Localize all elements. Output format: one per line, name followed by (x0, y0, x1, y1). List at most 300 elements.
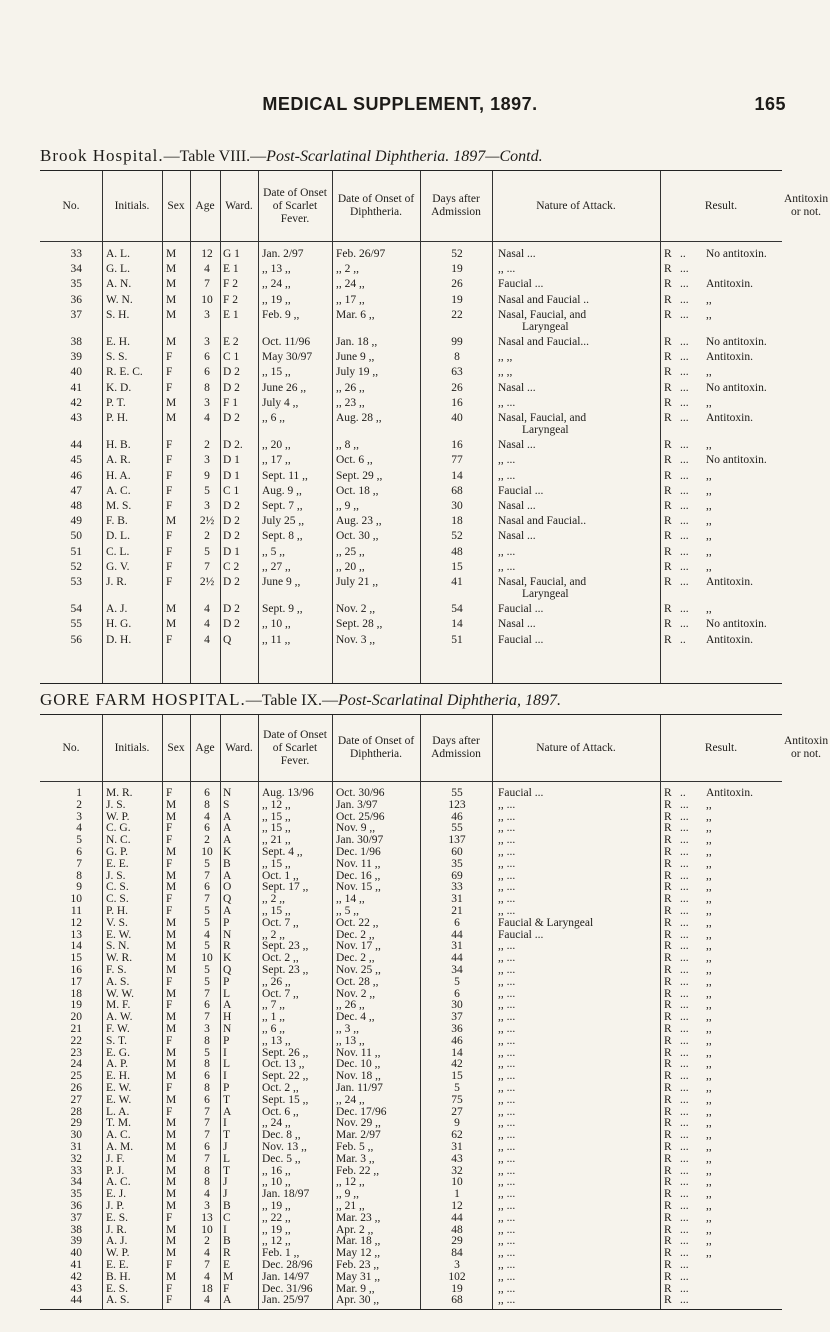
table8-cell-result-mark: ... (680, 603, 689, 616)
table9-cell-ward: P (223, 916, 230, 929)
table-8-title: Post-Scarlatinal Diphtheria. 1897—Contd. (266, 148, 543, 165)
table9-cell-scarlet-onset: Dec. 31/96 (262, 1282, 313, 1295)
table8-cell-result-mark: ... (680, 308, 689, 321)
table9-cell-nature-of-attack: ,, ... (498, 987, 516, 1000)
table8-cell-diphtheria-onset: Sept. 29 ,, (336, 469, 383, 482)
table8-cell-nature-of-attack: Nasal, Faucial, and (498, 576, 587, 588)
table9-cell-antitoxin: ,, (706, 1235, 712, 1248)
table8-cell-antitoxin: Antitoxin. (706, 351, 753, 364)
table8-row (40, 546, 782, 559)
table9-cell-no: 2 (76, 798, 82, 811)
table8-cell-age: 4 (204, 633, 210, 646)
table9-cell-result-mark: ... (680, 1282, 689, 1295)
table8-cell-age: 3 (204, 500, 210, 512)
table9-cell-nature-of-attack: ,, ... (498, 1117, 516, 1130)
table8-cell-days-after-admission: 14 (451, 469, 463, 482)
table8-cell-no: 51 (70, 545, 82, 558)
table9-cell-diphtheria-onset: Mar. 2/97 (336, 1129, 381, 1142)
table9-cell-days-after-admission: 123 (448, 798, 466, 811)
table9-cell-nature-of-attack: ,, ... (498, 822, 516, 835)
table9-cell-age: 4 (204, 810, 210, 823)
table9-cell-scarlet-onset: ,, 15 ,, (262, 822, 291, 835)
table8-cell-scarlet-onset: Sept. 9 ,, (262, 603, 303, 616)
table9-cell-nature-of-attack: ,, ... (498, 1129, 516, 1142)
table9-cell-result-mark: .. (680, 787, 686, 799)
table9-cell-sex: F (166, 1211, 173, 1224)
table8-cell-scarlet-onset: ,, 27 ,, (262, 560, 291, 573)
table8-cell-result: R (664, 469, 672, 482)
table9-cell-result-mark: ... (680, 1188, 689, 1201)
table9-cell-days-after-admission: 31 (451, 893, 463, 906)
table9-cell-nature-of-attack: ,, ... (498, 881, 516, 894)
table9-cell-antitoxin: ,, (706, 1034, 712, 1047)
table8-cell-sex: F (166, 381, 173, 394)
table9-cell-result-mark: ... (680, 1129, 689, 1142)
table8-cell-nature-of-attack: ,, ... (498, 560, 516, 573)
table9-cell-no: 24 (70, 1058, 82, 1071)
running-head (0, 94, 800, 114)
table9-cell-nature-of-attack: ,, ... (498, 869, 516, 882)
table9-cell-nature-of-attack: ,, ... (498, 1270, 516, 1283)
table9-cell-result: R (664, 1129, 672, 1142)
table9-cell-initials: N. C. (106, 834, 131, 847)
table8-cell-sex: F (166, 530, 173, 543)
table9-cell-initials: E. G. (106, 1046, 130, 1059)
table8-cell-result: R (664, 500, 672, 512)
table9-cell-scarlet-onset: ,, 15 ,, (262, 810, 291, 823)
table9-cell-days-after-admission: 42 (451, 1058, 463, 1071)
table8-cell-result-mark: ... (680, 560, 689, 573)
table9-cell-initials: P. H. (106, 905, 129, 917)
table8-cell-days-after-admission: 63 (451, 366, 463, 379)
table9-cell-diphtheria-onset: Dec. 2 ,, (336, 928, 375, 941)
table9-cell-no: 32 (70, 1152, 82, 1165)
table9-cell-sex: F (166, 834, 173, 847)
table9-cell-nature-of-attack: ,, ... (498, 1105, 516, 1118)
table8-cell-result: R (664, 396, 672, 409)
table9-cell-initials: J. S. (106, 798, 126, 811)
table9-cell-result-mark: ... (680, 857, 689, 870)
table9-cell-result: R (664, 834, 672, 847)
table9-cell-initials: A. S. (106, 975, 130, 988)
table8-cell-no: 37 (70, 308, 82, 321)
table8-cell-sex: M (166, 248, 177, 260)
table8-cell-age: 7 (204, 278, 210, 291)
table9-cell-days-after-admission: 75 (451, 1093, 463, 1106)
table8-cell-nature-of-attack: ,, ... (498, 396, 516, 409)
table9-cell-no: 34 (70, 1176, 82, 1189)
table9-cell-ward: K (223, 846, 232, 858)
table9-cell-age: 3 (204, 1023, 210, 1035)
table8-cell-initials: A. C. (106, 484, 131, 497)
table8-cell-age: 9 (204, 469, 210, 482)
table8-cell-days-after-admission: 19 (451, 293, 463, 306)
table8-cell-ward: F 2 (223, 293, 239, 306)
table8-cell-ward: D 1 (223, 454, 240, 467)
table9-cell-initials: G. P. (106, 846, 129, 858)
table8-cell-no: 46 (70, 469, 82, 482)
table9-cell-sex: M (166, 798, 177, 811)
table8-cell-nature-of-attack: ,, ... (498, 545, 516, 558)
table-8-hospital: Brook Hospital. (40, 146, 164, 165)
table9-cell-result: R (664, 1070, 672, 1083)
table9-cell-diphtheria-onset: Mar. 3 ,, (336, 1152, 375, 1165)
table9-cell-result-mark: ... (680, 1141, 689, 1153)
table8-cell-initials: G. V. (106, 560, 130, 573)
table9-cell-scarlet-onset: Jan. 18/97 (262, 1188, 310, 1201)
table9-cell-no: 26 (70, 1082, 82, 1094)
table8-cell-result-mark: ... (680, 336, 689, 348)
table8-cell-result: R (664, 439, 672, 452)
table8-header-days-after-admission: Days after Admission (431, 193, 481, 218)
table9-cell-result: R (664, 1223, 672, 1236)
table9-cell-ward: P (223, 1082, 230, 1094)
table9-cell-no: 6 (76, 846, 82, 858)
table9-cell-result: R (664, 798, 672, 811)
table9-cell-sex: M (166, 1176, 177, 1189)
table8-header-scarlet-onset: Date of Onset of Scarlet Fever. (263, 186, 327, 225)
table9-cell-ward: H (223, 1011, 232, 1024)
table9-cell-ward: Q (223, 964, 232, 976)
table9-cell-result-mark: ... (680, 1082, 689, 1094)
table8-cell-result: R (664, 248, 672, 260)
table9-cell-initials: E. S. (106, 1282, 129, 1295)
table9-cell-initials: W. P. (106, 810, 130, 823)
table8-cell-result-mark: ... (680, 545, 689, 558)
table9-cell-initials: S. N. (106, 940, 130, 953)
table8-row (40, 366, 782, 379)
table8-header-sex: Sex (167, 199, 185, 212)
table8-cell-antitoxin: ,, (706, 603, 712, 616)
table9-cell-result: R (664, 857, 672, 870)
table9-cell-days-after-admission: 44 (451, 1211, 463, 1224)
table8-cell-scarlet-onset: June 26 ,, (262, 381, 307, 394)
table8-nature-continuation: Laryngeal (522, 588, 569, 601)
table9-cell-scarlet-onset: ,, 19 ,, (262, 1223, 291, 1236)
table9-cell-nature-of-attack: ,, ... (498, 857, 516, 870)
table9-cell-antitoxin: ,, (706, 905, 712, 917)
table8-cell-result: R (664, 278, 672, 291)
table8-cell-diphtheria-onset: Feb. 26/97 (336, 248, 386, 260)
table9-cell-age: 7 (204, 893, 210, 906)
table8-cell-result: R (664, 633, 672, 646)
table9-cell-diphtheria-onset: ,, 5 ,, (336, 905, 359, 917)
table8-cell-scarlet-onset: Jan. 2/97 (262, 248, 304, 260)
table8-cell-result: R (664, 545, 672, 558)
table8-cell-days-after-admission: 22 (451, 308, 463, 321)
table8-cell-no: 44 (70, 439, 82, 452)
table9-cell-initials: J. R. (106, 1223, 127, 1236)
table9-cell-result-mark: ... (680, 1259, 689, 1271)
table9-cell-diphtheria-onset: Nov. 15 ,, (336, 881, 381, 894)
table8-cell-antitoxin: ,, (706, 366, 712, 379)
table9-header-days-after-admission: Days after Admission (431, 735, 481, 760)
table9-cell-scarlet-onset: Jan. 25/97 (262, 1294, 310, 1307)
table9-cell-ward: R (223, 1247, 231, 1260)
table9-cell-scarlet-onset: ,, 15 ,, (262, 857, 291, 870)
table9-cell-scarlet-onset: Feb. 1 ,, (262, 1247, 300, 1260)
table8-cell-result-mark: ... (680, 469, 689, 482)
table-8 (40, 170, 829, 684)
table9-cell-result: R (664, 905, 672, 917)
table8-cell-sex: M (166, 396, 177, 409)
table8-cell-nature-of-attack: Nasal and Faucial .. (498, 293, 590, 306)
table8-row (40, 309, 782, 322)
table9-cell-diphtheria-onset: Dec. 10 ,, (336, 1058, 381, 1071)
table8-cell-result: R (664, 560, 672, 573)
table9-cell-age: 4 (204, 928, 210, 941)
table9-cell-result: R (664, 1141, 672, 1153)
table9-cell-ward: N (223, 787, 232, 799)
table8-cell-scarlet-onset: June 9 ,, (262, 576, 301, 588)
table8-cell-ward: C 2 (223, 560, 240, 573)
table9-cell-nature-of-attack: Faucial & Laryngeal (498, 916, 594, 929)
table9-cell-age: 13 (201, 1211, 213, 1224)
table9-cell-days-after-admission: 21 (451, 905, 463, 917)
table8-cell-no: 55 (70, 618, 82, 631)
table8-cell-diphtheria-onset: ,, 17 ,, (336, 293, 365, 306)
table-8-number: —Table VIII.— (163, 148, 267, 165)
table9-cell-diphtheria-onset: Oct. 22 ,, (336, 916, 379, 929)
table9-cell-ward: B (223, 1200, 231, 1212)
table9-cell-antitoxin: ,, (706, 1093, 712, 1106)
table9-cell-sex: F (166, 787, 173, 799)
table9-cell-ward: T (223, 1129, 231, 1142)
table9-cell-result: R (664, 928, 672, 941)
table8-cell-age: 10 (201, 293, 213, 306)
table8-cell-nature-of-attack: Nasal and Faucial.. (498, 515, 587, 528)
table9-cell-initials: M. R. (106, 787, 133, 799)
table9-cell-age: 7 (204, 1152, 210, 1165)
table9-cell-initials: W. W. (106, 987, 135, 1000)
table9-cell-result: R (664, 987, 672, 1000)
table9-cell-age: 18 (201, 1282, 213, 1295)
running-head-title: MEDICAL SUPPLEMENT, 1897. (262, 94, 538, 114)
table9-cell-result-mark: ... (680, 1200, 689, 1212)
table9-cell-diphtheria-onset: Apr. 30 ,, (336, 1294, 380, 1307)
table9-header-antitoxin: Antitoxin or not. (784, 735, 829, 760)
table9-cell-days-after-admission: 55 (451, 787, 463, 799)
table9-cell-initials: E. W. (106, 928, 132, 941)
table8-cell-days-after-admission: 48 (451, 545, 463, 558)
table9-cell-diphtheria-onset: Oct. 28 ,, (336, 975, 379, 988)
table9-cell-ward: I (223, 1070, 227, 1083)
table8-cell-ward: D 2 (223, 500, 240, 512)
table9-cell-result: R (664, 1164, 672, 1177)
table9-header-age: Age (195, 741, 215, 754)
table8-cell-result: R (664, 336, 672, 348)
table9-cell-scarlet-onset: ,, 2 ,, (262, 893, 285, 906)
table9-cell-result-mark: ... (680, 975, 689, 988)
table8-cell-result: R (664, 454, 672, 467)
table8-row (40, 500, 782, 513)
table8-cell-days-after-admission: 8 (454, 351, 460, 364)
table8-header-initials: Initials. (114, 199, 150, 212)
table9-header-result: Result. (704, 741, 738, 754)
table9-cell-nature-of-attack: ,, ... (498, 999, 516, 1012)
table9-cell-ward: S (223, 798, 230, 811)
table9-cell-result: R (664, 1011, 672, 1024)
table9-cell-days-after-admission: 31 (451, 1141, 463, 1153)
table9-cell-antitoxin: ,, (706, 1188, 712, 1201)
table9-cell-sex: F (166, 1282, 173, 1295)
table8-cell-sex: F (166, 366, 173, 379)
table9-cell-result-mark: ... (680, 1176, 689, 1189)
table9-cell-scarlet-onset: Oct. 7 ,, (262, 987, 299, 1000)
table9-cell-nature-of-attack: ,, ... (498, 846, 516, 858)
table9-cell-days-after-admission: 48 (451, 1223, 463, 1236)
table9-cell-result: R (664, 964, 672, 976)
table9-cell-age: 5 (204, 1046, 210, 1059)
table8-cell-days-after-admission: 54 (451, 603, 463, 616)
table8-cell-initials: A. L. (106, 248, 130, 260)
table8-cell-initials: G. L. (106, 263, 130, 276)
table9-cell-diphtheria-onset: ,, 14 ,, (336, 893, 365, 906)
table9-cell-diphtheria-onset: Dec. 4 ,, (336, 1011, 375, 1024)
table9-cell-nature-of-attack: ,, ... (498, 893, 516, 906)
table8-cell-age: 3 (204, 454, 210, 467)
table8-row (40, 263, 782, 276)
table9-cell-ward: B (223, 857, 231, 870)
table9-cell-antitoxin: ,, (706, 1200, 712, 1212)
table9-cell-days-after-admission: 12 (451, 1200, 463, 1212)
table9-cell-ward: Q (223, 893, 232, 906)
table9-cell-antitoxin: ,, (706, 1129, 712, 1142)
table9-cell-initials: E. W. (106, 1082, 132, 1094)
table8-cell-sex: F (166, 351, 173, 364)
table9-cell-no: 39 (70, 1235, 82, 1248)
table9-cell-sex: F (166, 857, 173, 870)
table9-cell-antitoxin: ,, (706, 1070, 712, 1083)
table8-cell-antitoxin: ,, (706, 469, 712, 482)
table9-cell-antitoxin: ,, (706, 846, 712, 858)
table9-cell-diphtheria-onset: ,, 3 ,, (336, 1023, 359, 1035)
table9-cell-no: 21 (70, 1023, 82, 1035)
table8-cell-sex: M (166, 412, 177, 424)
table9-cell-nature-of-attack: ,, ... (498, 952, 516, 965)
table9-cell-result: R (664, 869, 672, 882)
table9-cell-result: R (664, 1176, 672, 1189)
table9-cell-result-mark: ... (680, 1105, 689, 1118)
table8-cell-age: 3 (204, 336, 210, 348)
table9-header-nature-of-attack: Nature of Attack. (536, 741, 616, 754)
table8-cell-ward: F 2 (223, 278, 239, 291)
table8-cell-result-mark: ... (680, 500, 689, 512)
table-9 (40, 714, 829, 1310)
table9-cell-ward: A (223, 1105, 232, 1118)
table8-cell-antitoxin: No antitoxin. (706, 454, 767, 467)
table8-cell-nature-of-attack: Nasal ... (498, 500, 536, 512)
table8-cell-age: 6 (204, 366, 210, 379)
table8-cell-result: R (664, 263, 672, 276)
table9-cell-age: 6 (204, 1141, 210, 1153)
table8-cell-result: R (664, 293, 672, 306)
table8-cell-ward: G 1 (223, 248, 240, 260)
table8-cell-days-after-admission: 40 (451, 412, 463, 424)
table9-cell-result-mark: ... (680, 810, 689, 823)
table9-cell-scarlet-onset: ,, 19 ,, (262, 1200, 291, 1212)
table9-cell-initials: P. J. (106, 1164, 125, 1177)
table9-cell-age: 7 (204, 1129, 210, 1142)
table9-cell-antitoxin: ,, (706, 1058, 712, 1071)
table8-cell-age: 4 (204, 263, 210, 276)
table9-cell-scarlet-onset: Dec. 28/96 (262, 1259, 313, 1271)
table9-cell-initials: F. S. (106, 964, 127, 976)
table9-cell-result: R (664, 1270, 672, 1283)
table9-cell-ward: L (223, 987, 231, 1000)
table9-cell-initials: J. F. (106, 1152, 125, 1165)
table8-cell-nature-of-attack: ,, ... (498, 263, 516, 276)
table9-cell-diphtheria-onset: ,, 12 ,, (336, 1176, 365, 1189)
table9-cell-antitoxin: ,, (706, 999, 712, 1012)
table8-cell-antitoxin: ,, (706, 515, 712, 528)
table9-header-diphtheria-onset: Date of Onset of Diphtheria. (337, 735, 415, 760)
table9-cell-age: 6 (204, 999, 210, 1012)
table8-header-diphtheria-onset: Date of Onset of Diphtheria. (337, 193, 415, 218)
table9-cell-antitoxin: ,, (706, 952, 712, 965)
table9-cell-days-after-admission: 14 (451, 1046, 463, 1059)
table8-row (40, 336, 782, 349)
table9-cell-antitoxin: ,, (706, 975, 712, 988)
table9-cell-initials: A. J. (106, 1235, 128, 1248)
table9-cell-initials: A. C. (106, 1129, 131, 1142)
table9-cell-days-after-admission: 62 (451, 1129, 463, 1142)
table9-cell-age: 5 (204, 975, 210, 988)
table8-cell-result-mark: ... (680, 454, 689, 467)
table9-cell-result-mark: ... (680, 822, 689, 835)
table9-cell-antitoxin: ,, (706, 822, 712, 835)
table8-cell-initials: H. G. (106, 618, 132, 631)
table9-cell-ward: M (223, 1270, 234, 1283)
table8-cell-ward: F 1 (223, 396, 239, 409)
table9-cell-ward: J (223, 1188, 228, 1201)
table9-cell-days-after-admission: 44 (451, 952, 463, 965)
table9-cell-age: 7 (204, 1117, 210, 1130)
table9-cell-sex: M (166, 1058, 177, 1071)
table9-cell-age: 6 (204, 881, 210, 894)
table9-cell-no: 44 (70, 1294, 82, 1307)
table9-cell-result-mark: ... (680, 1211, 689, 1224)
table8-cell-result: R (664, 308, 672, 321)
table9-cell-sex: M (166, 916, 177, 929)
table8-cell-scarlet-onset: Feb. 9 ,, (262, 308, 300, 321)
table9-cell-days-after-admission: 5 (454, 975, 460, 988)
table8-cell-initials: D. H. (106, 633, 132, 646)
table8-cell-age: 2½ (199, 576, 215, 588)
table8-cell-result-mark: ... (680, 412, 689, 424)
table8-cell-no: 47 (70, 484, 82, 497)
table8-cell-age: 5 (204, 484, 210, 497)
table8-row (40, 382, 782, 395)
table9-cell-scarlet-onset: ,, 24 ,, (262, 1117, 291, 1130)
table9-cell-result: R (664, 1105, 672, 1118)
table8-cell-sex: M (166, 603, 177, 616)
table8-cell-no: 35 (70, 278, 82, 291)
table9-cell-days-after-admission: 15 (451, 1070, 463, 1083)
table8-cell-days-after-admission: 41 (451, 576, 463, 588)
table9-cell-age: 7 (204, 1011, 210, 1024)
table9-cell-nature-of-attack: ,, ... (498, 1082, 516, 1094)
table8-cell-no: 40 (70, 366, 82, 379)
table9-cell-diphtheria-onset: Nov. 25 ,, (336, 964, 381, 976)
table9-cell-sex: M (166, 869, 177, 882)
table9-cell-result: R (664, 810, 672, 823)
table9-cell-antitoxin: ,, (706, 1164, 712, 1177)
table9-cell-antitoxin: ,, (706, 1082, 712, 1094)
table9-cell-scarlet-onset: ,, 12 ,, (262, 798, 291, 811)
table9-cell-scarlet-onset: Sept. 23 ,, (262, 940, 309, 953)
table9-cell-age: 8 (204, 1058, 210, 1071)
